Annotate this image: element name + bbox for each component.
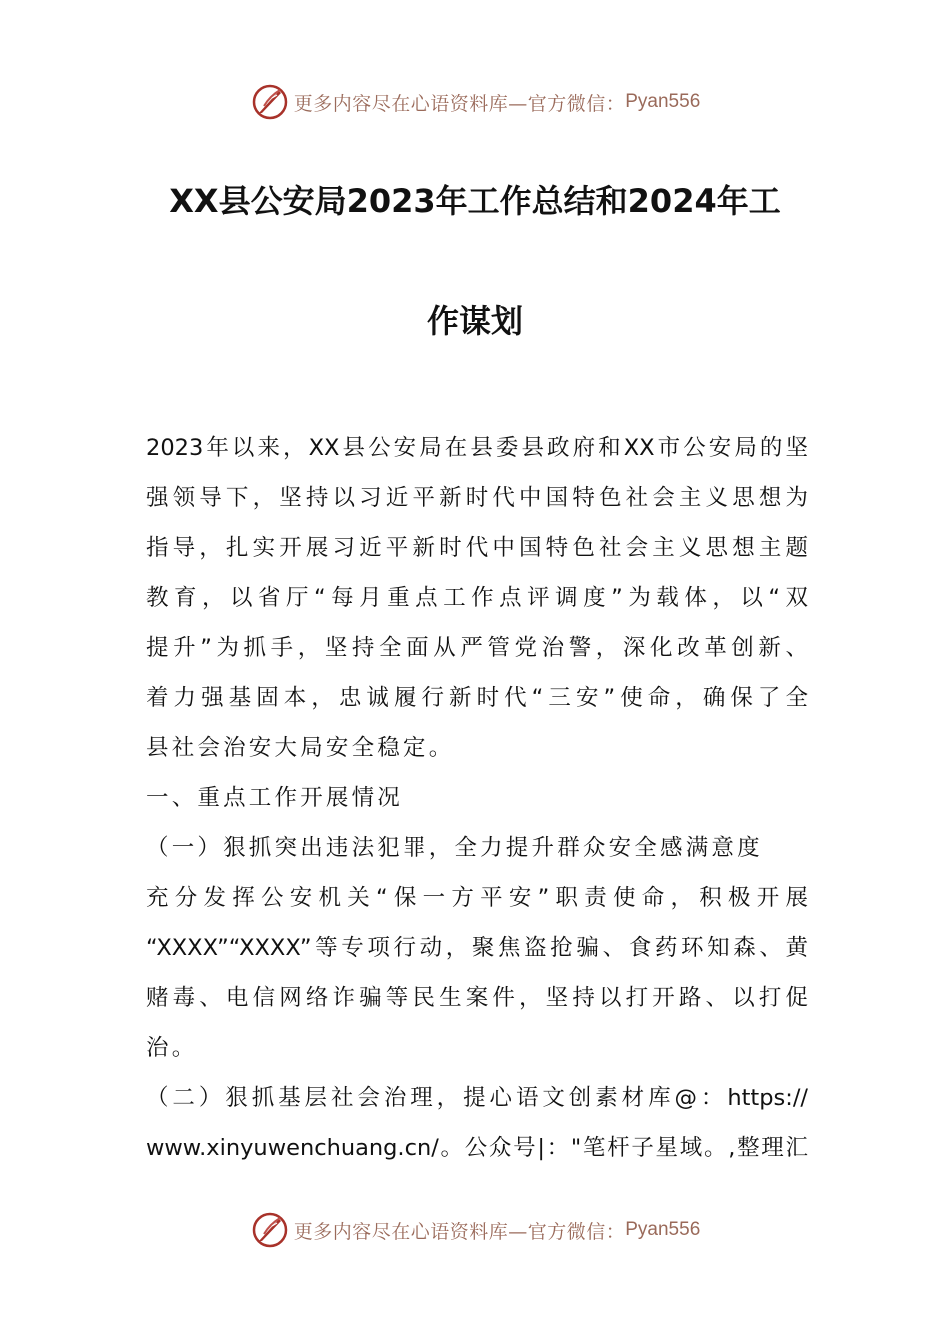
subsection-heading: （一）狠抓突出违法犯罪，全力提升群众安全感满意度 [146,835,763,861]
banner-text: 更多内容尽在心语资料库—官方微信： [293,92,626,115]
body-line: 强领导下，坚持以习近平新时代中国特色社会主义思想为 [146,485,808,511]
header-watermark-banner [0,80,950,124]
quill-logo-icon [250,1210,290,1250]
body-line: 县社会治安大局安全稳定。 [146,735,455,761]
body-line: 指导，扎实开展习近平新时代中国特色社会主义思想主题 [146,535,808,561]
body-line: 提升”为抓手，坚持全面从严管党治警，深化改革创新、 [146,635,808,661]
body-line: “XXXX”“XXXX”等专项行动，聚焦盗抢骗、食药环知森、黄 [146,935,808,961]
body-line: www.xinyuwenchuang.cn/。公众号|："笔杆子星域。,整理汇 [146,1135,808,1161]
quill-logo-icon [250,82,290,122]
document-title-line-2: 作谋划 [426,302,523,340]
document-body [146,426,808,1176]
body-line: 充分发挥公安机关“保一方平安”职责使命，积极开展 [146,885,808,911]
body-line: 着力强基固本，忠诚履行新时代“三安”使命，确保了全 [146,685,808,711]
subsection-heading: （二）狠抓基层社会治理，提心语文创素材库@：https:// [146,1085,808,1111]
document-title-line-1: XX县公安局2023年工作总结和2024年工 [169,182,781,220]
banner-text: 更多内容尽在心语资料库—官方微信： [293,1220,626,1243]
banner-wechat-id: Pyan556 [625,91,701,112]
banner-wechat-id: Pyan556 [625,1219,701,1240]
body-line: 赌毒、电信网络诈骗等民生案件，坚持以打开路、以打促 [146,985,808,1011]
body-line: 2023年以来，XX县公安局在县委县政府和XX市公安局的坚 [146,435,808,461]
section-heading: 一、重点工作开展情况 [146,785,404,811]
body-line: 教育，以省厅“每月重点工作点评调度”为载体，以“双 [146,585,808,611]
body-line: 治。 [146,1035,198,1061]
footer-watermark-banner [0,1208,950,1252]
